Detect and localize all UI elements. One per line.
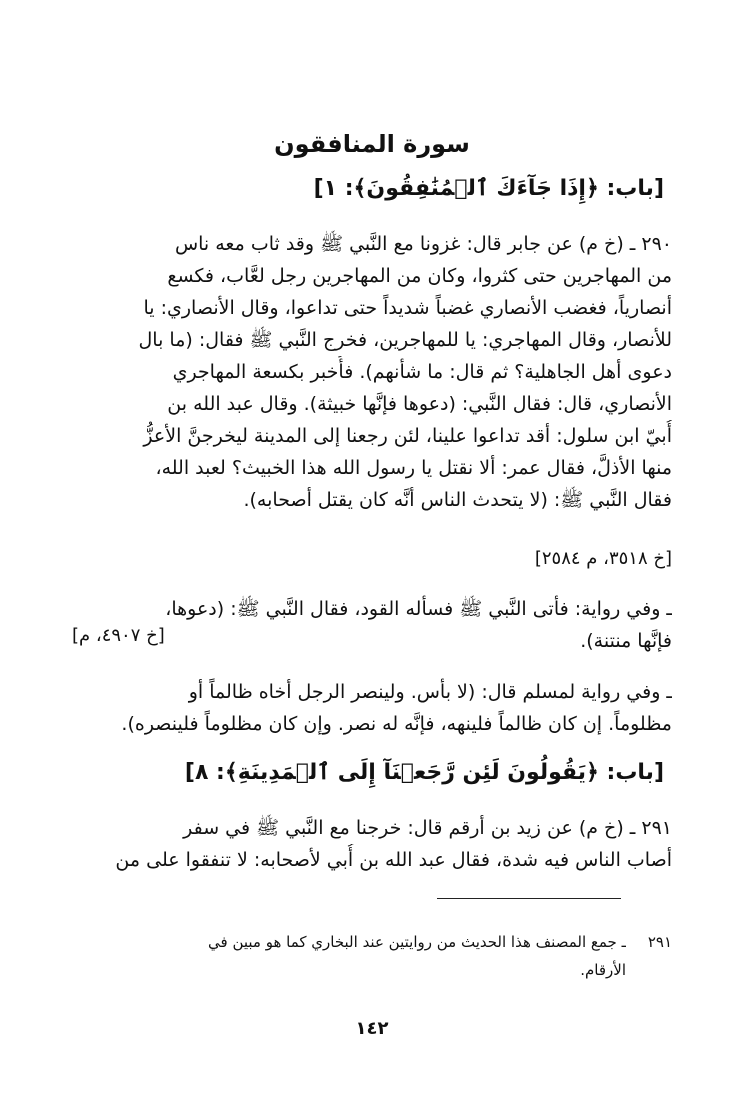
variant-1-line: ـ وفي رواية: فأتى النَّبي ﷺ فسأله القود، فقال النَّبي ﷺ: (دعوها، (165, 598, 672, 620)
footnote-line: الأرقام. (580, 961, 626, 979)
hadith-290-line: أنصارياً، فغضب الأنصاري غضباً شديداً حتى تداعوا، وقال الأنصاري: يا (143, 297, 672, 319)
page-number: ١٤٢ (355, 1018, 389, 1039)
hadith-291-line: أصاب الناس فيه شدة، فقال عبد الله بن أُبي لأصحابه: لا تنفقوا على من (115, 849, 672, 871)
chapter-heading-1: [باب: ﴿إِذَا جَآءَكَ ٱلۡمُنَٰفِقُونَ﴾: ١] (313, 176, 664, 201)
hadith-290-line: دعوى أهل الجاهلية؟ ثم قال: ما شأنهم). فأُخبر بكسعة المهاجري (172, 361, 672, 383)
footnote (72, 928, 672, 984)
surah-title: سورة المنافقون (274, 130, 470, 158)
footnote-line: ـ جمع المصنف هذا الحديث من روايتين عند البخاري كما هو مبين في (208, 933, 626, 951)
hadith-290-line: للأنصار، وقال المهاجري: يا للمهاجرين، فخرج النَّبي ﷺ فقال: (ما بال (138, 329, 672, 351)
variant-1-line: فإنَّها منتنة). (580, 630, 672, 652)
hadith-291-line: ٢٩١ ـ (خ م) عن زيد بن أرقم قال: خرجنا مع النَّبي ﷺ في سفر (183, 817, 672, 839)
hadith-290 (72, 228, 672, 516)
variant-1-reference: [خ ٤٩٠٧، م] (72, 625, 165, 646)
hadith-290-line: أُبيّ ابن سلول: أقد تداعوا علينا، لئن رجعنا إلى المدينة ليخرجنَّ الأعزُّ (143, 425, 672, 447)
hadith-290-line: منها الأذلَّ، فقال عمر: ألا نقتل يا رسول الله هذا الخبيث؟ لعبد الله، (155, 457, 672, 479)
hadith-290-line: فقال النَّبي ﷺ: (لا يتحدث الناس أنَّه كان يقتل أصحابه). (243, 489, 672, 511)
hadith-290-line: ٢٩٠ ـ (خ م) عن جابر قال: غزونا مع النَّبي ﷺ وقد ثاب معه ناس (174, 233, 672, 255)
hadith-291 (72, 812, 672, 876)
footnote-number: ٢٩١ (647, 933, 672, 951)
footnote-divider (437, 898, 621, 899)
chapter-heading-2: [باب: ﴿يَقُولُونَ لَئِن رَّجَعۡنَآ إِلَى ٱلۡمَدِينَةِ﴾: ٨] (184, 760, 664, 785)
hadith-290-line: الأنصاري، قال: فقال النَّبي: (دعوها فإنَّها خبيثة). وقال عبد الله بن (167, 393, 672, 415)
variant-2-line: ـ وفي رواية لمسلم قال: (لا بأس. ولينصر الرجل أخاه ظالماً أو (188, 681, 672, 703)
variant-2-line: مظلوماً. إن كان ظالماً فلينهه، فإنَّه له نصر. وإن كان مظلوماً فلينصره). (121, 713, 672, 735)
variant-narration-2 (72, 676, 672, 740)
hadith-290-line: من المهاجرين حتى كثروا، وكان من المهاجرين رجل لعَّاب، فكسع (167, 265, 672, 287)
hadith-290-reference: [خ ٣٥١٨، م ٢٥٨٤] (534, 548, 672, 569)
